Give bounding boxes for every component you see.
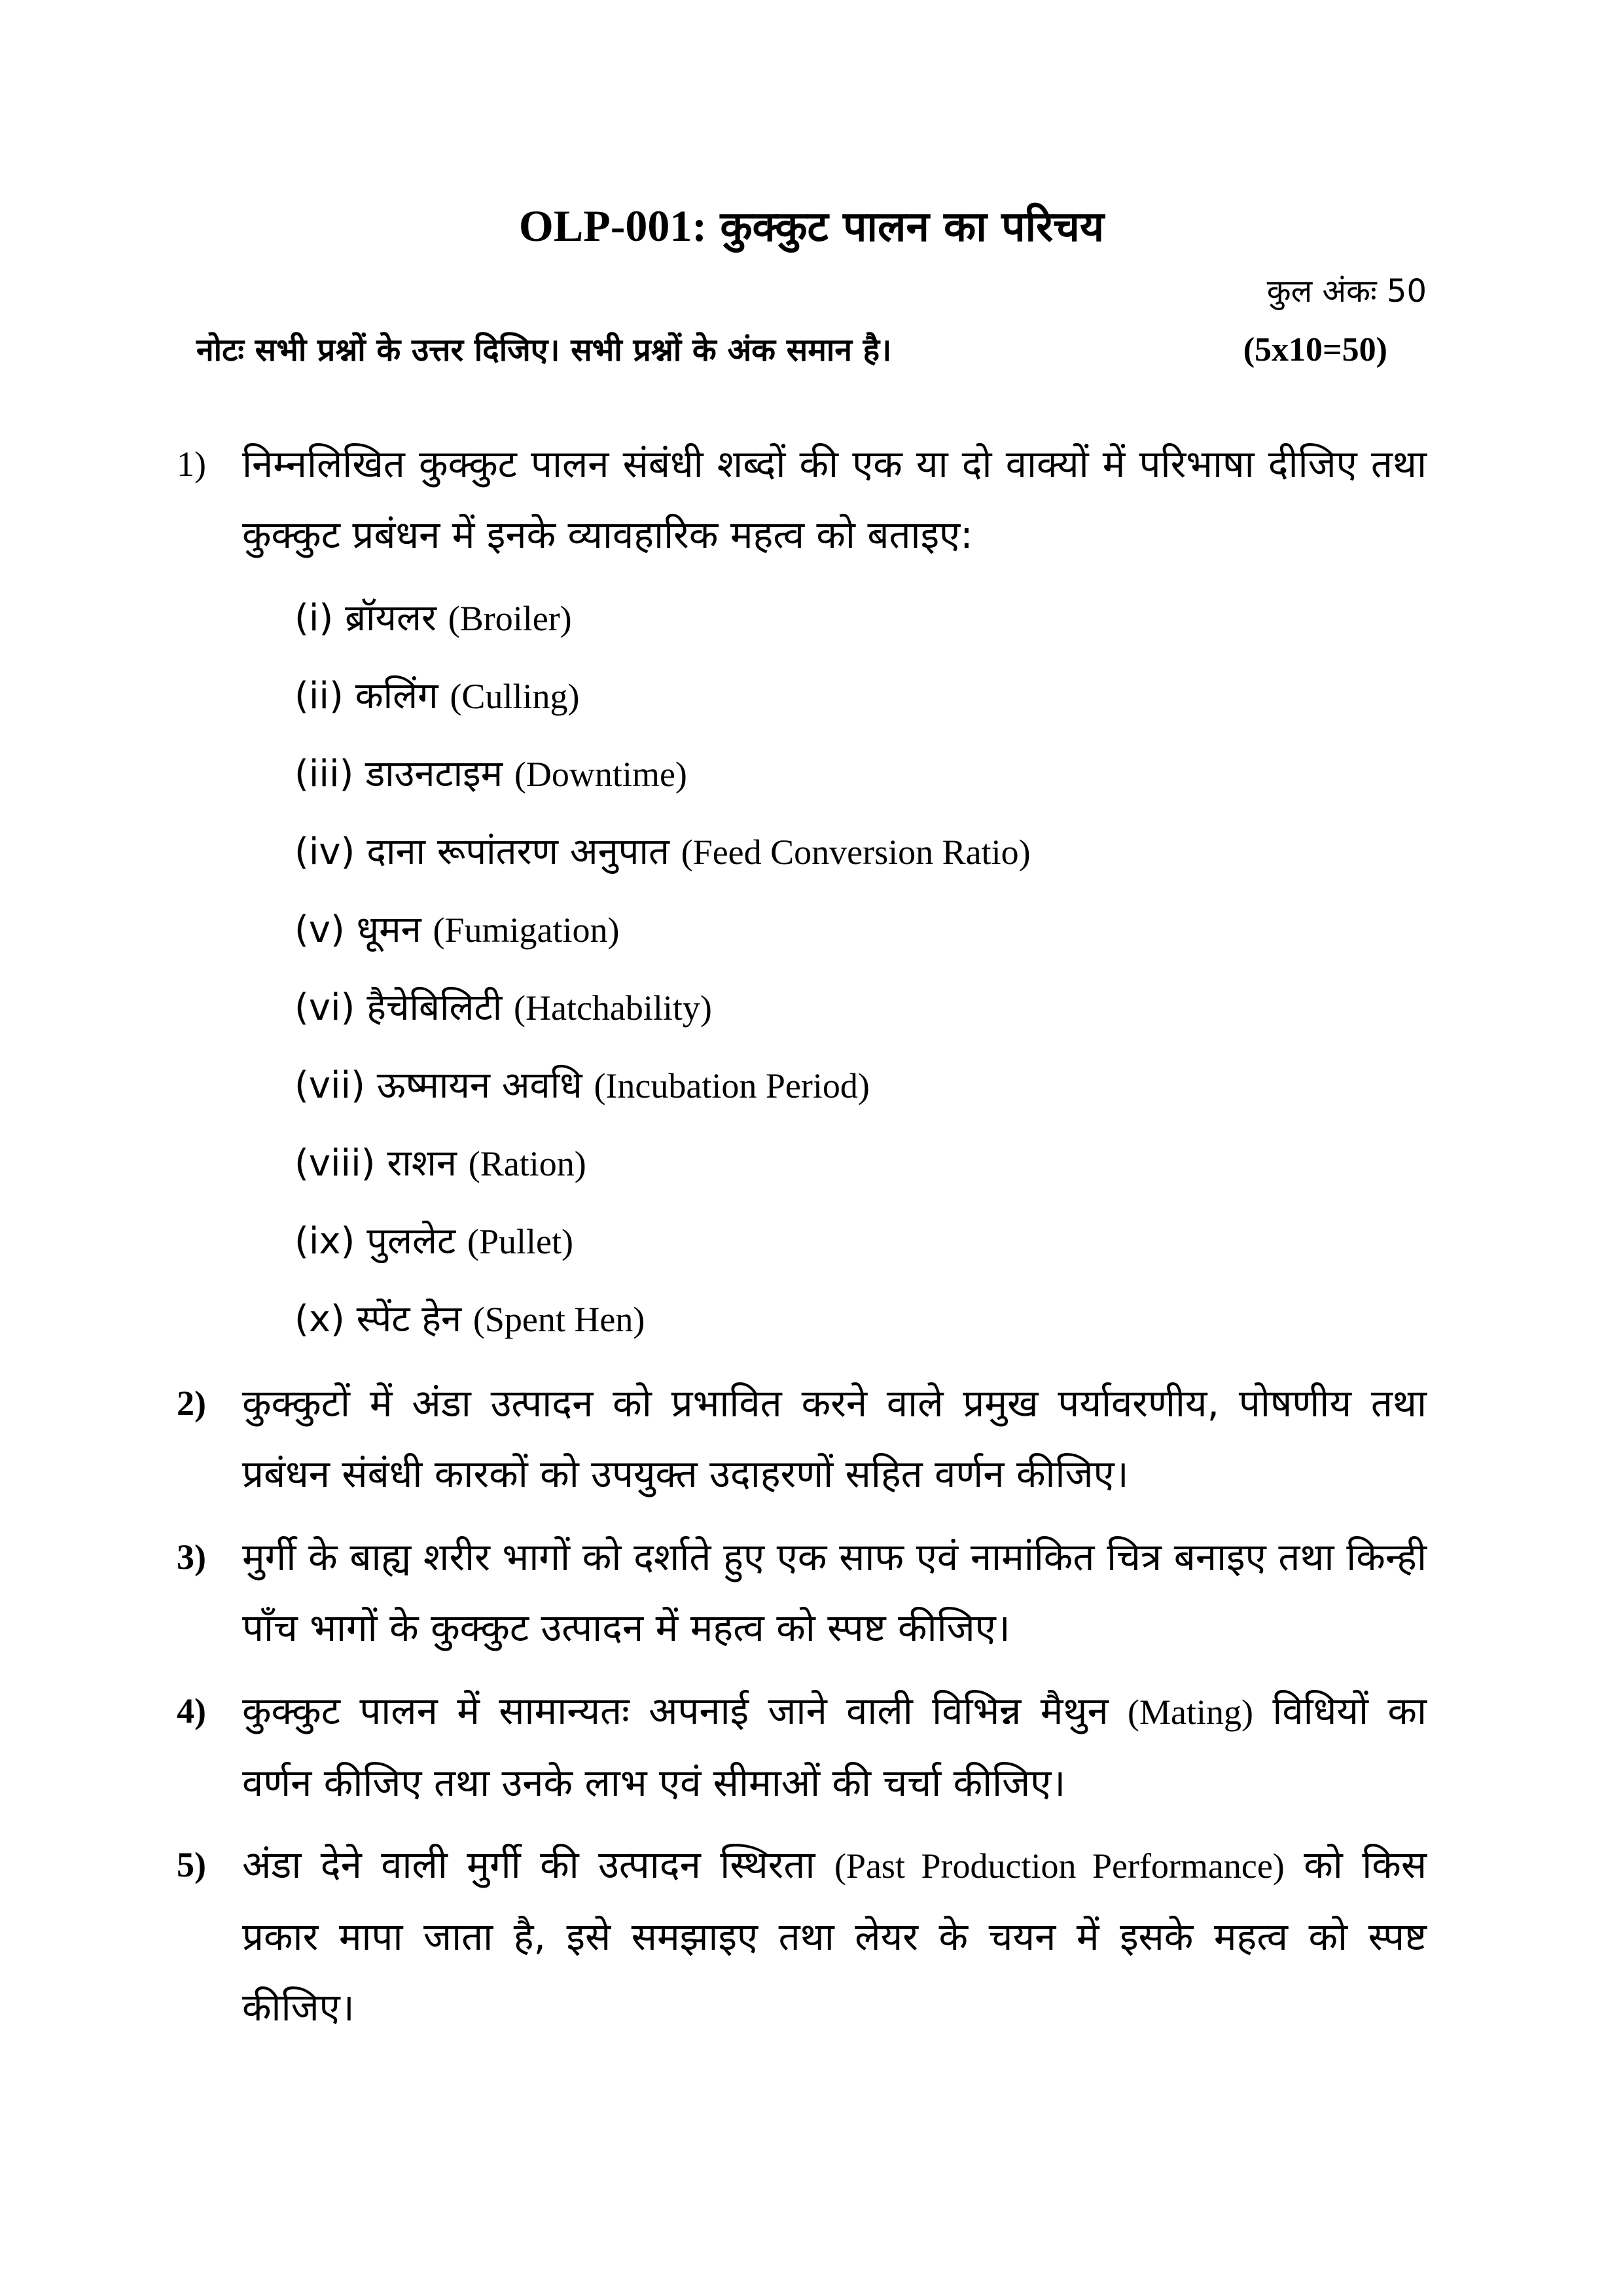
term-item: [294, 748, 687, 800]
item-numeral: (ii): [294, 675, 344, 717]
question-number: 3): [177, 1537, 206, 1577]
item-english: (Ration): [468, 1144, 586, 1183]
course-code: OLP-001:: [518, 201, 707, 251]
item-hindi: पुललेट: [366, 1220, 456, 1263]
item-english: (Incubation Period): [594, 1066, 870, 1105]
question-number: 4): [177, 1691, 206, 1731]
question-text: मुर्गी के बाह्य शरीर भागों को दर्शाते हुए एक साफ एवं नामांकित चित्र बनाइए तथा किन्ही पाँच भागों के कुक्कुट उत्पादन में महत्व को स्पष्ट कीजिए।: [242, 1535, 1427, 1650]
question-text: कुक्कुटों में अंडा उत्पादन को प्रभावित करने वाले प्रमुख पर्यावरणीय, पोषणीय तथा प्रबंधन संबंधी कारकों को उपयुक्त उदाहरणों सहित वर्णन कीजिए।: [242, 1381, 1427, 1496]
term-item: [294, 1060, 870, 1112]
term-item: [294, 1215, 573, 1268]
term-item: [294, 1138, 586, 1190]
item-hindi: धूमन: [356, 908, 421, 951]
item-english: (Pullet): [467, 1222, 573, 1261]
question-4: [177, 1676, 1427, 1818]
item-english: (Spent Hen): [473, 1300, 645, 1339]
item-hindi: डाउनटाइम: [365, 753, 503, 795]
item-numeral: (iv): [294, 831, 355, 873]
question-text: [242, 1676, 1427, 1818]
question-3: [177, 1522, 1427, 1663]
item-hindi: कलिंग: [355, 675, 438, 717]
item-numeral: (vii): [294, 1064, 365, 1107]
instructions-note: नोटः सभी प्रश्नों के उत्तर दिजिए। सभी प्रश्नों के अंक समान है।: [196, 332, 892, 368]
page-title: [0, 196, 1623, 257]
question-1: [177, 429, 1427, 570]
item-english: (Broiler): [448, 599, 572, 638]
item-hindi: दाना रूपांतरण अनुपात: [366, 831, 669, 873]
question-text: निम्नलिखित कुक्कुट पालन संबंधी शब्दों की एक या दो वाक्यों में परिभाषा दीजिए तथा कुक्कुट प्रबंधन में इनके व्यावहारिक महत्व को बताइए:: [242, 442, 1427, 557]
item-english: (Fumigation): [433, 910, 620, 950]
total-marks: कुल अंकः 50: [1266, 273, 1427, 310]
item-numeral: (v): [294, 908, 345, 951]
question-5: [177, 1829, 1427, 2043]
question-text-part: को किस प्रकार मापा जाता है, इसे समझाइए तथा लेयर के चयन में इसके महत्व को स्पष्ट कीजिए।: [242, 1842, 1427, 2030]
instructions-row: [196, 327, 1387, 373]
question-number: 2): [177, 1384, 206, 1423]
item-numeral: (ix): [294, 1220, 355, 1263]
item-numeral: (i): [294, 597, 334, 639]
marks-distribution: (5x10=50): [1243, 331, 1387, 368]
term-item: [294, 670, 579, 723]
item-english: (Downtime): [514, 755, 687, 794]
item-hindi: ऊष्मायन अवधि: [376, 1064, 582, 1107]
item-numeral: (iii): [294, 753, 354, 795]
question-text-english: (Past Production Performance): [834, 1846, 1285, 1886]
question-text-part: विधियों का वर्णन कीजिए तथा उनके लाभ एवं सीमाओं की चर्चा कीजिए।: [242, 1689, 1427, 1805]
term-item: [294, 1293, 645, 1346]
question-number: 5): [177, 1845, 206, 1884]
question-text-part: अंडा देने वाली मुर्गी की उत्पादन स्थिरता: [242, 1842, 815, 1887]
item-english: (Hatchability): [514, 988, 712, 1028]
term-item: [294, 592, 572, 645]
item-english: (Feed Conversion Ratio): [681, 833, 1031, 872]
item-numeral: (x): [294, 1298, 345, 1340]
course-title: कुक्कुट पालन का परिचय: [720, 203, 1105, 251]
item-numeral: (viii): [294, 1142, 376, 1185]
item-hindi: हैचेबिलिटी: [366, 986, 503, 1029]
term-item: [294, 982, 712, 1034]
item-hindi: राशन: [387, 1142, 457, 1185]
question-2: [177, 1368, 1427, 1509]
question-number: 1): [177, 444, 206, 484]
item-english: (Culling): [450, 677, 580, 716]
item-hindi: स्पेंट हेन: [356, 1298, 462, 1340]
question-text-english: (Mating): [1128, 1693, 1253, 1732]
item-hindi: ब्रॉयलर: [345, 597, 437, 639]
question-text: [242, 1829, 1427, 2043]
term-item: [294, 904, 619, 956]
question-text-part: कुक्कुट पालन में सामान्यतः अपनाई जाने वाली विभिन्न मैथुन: [242, 1689, 1109, 1733]
item-numeral: (vi): [294, 986, 355, 1029]
term-item: [294, 826, 1031, 878]
